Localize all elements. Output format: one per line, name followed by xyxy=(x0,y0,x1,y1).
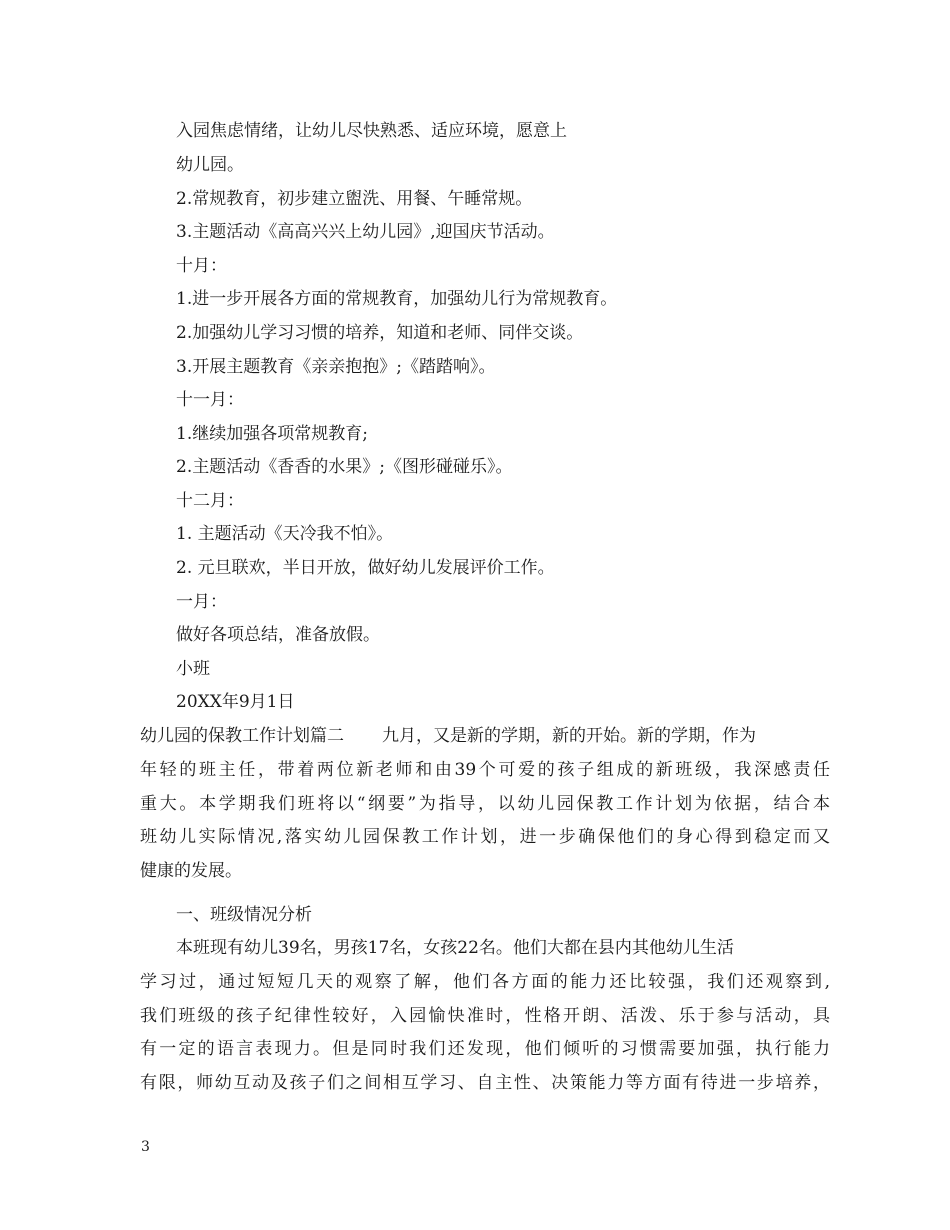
list-item: 2.加强幼儿学习习惯的培养，知道和老师、同伴交谈。 xyxy=(176,323,584,343)
text-line: 做好各项总结，准备放假。 xyxy=(176,625,380,645)
paragraph-line: 我们班级的孩子纪律性较好，入园愉快准时，性格开朗、活泼、乐于参与活动，具 xyxy=(140,1006,830,1026)
paragraph-line: 健康的发展。 xyxy=(140,861,242,881)
list-item: 1.进一步开展各方面的常规教育，加强幼儿行为常规教育。 xyxy=(176,289,618,309)
month-heading: 十一月： xyxy=(176,390,244,410)
text-line: 入园焦虑情绪，让幼儿尽快熟悉、适应环境，愿意上 xyxy=(176,121,567,141)
page-number: 3 xyxy=(141,1139,150,1155)
section-heading-line xyxy=(140,724,756,748)
list-item: 2.主题活动《香香的水果》;《图形碰碰乐》。 xyxy=(176,457,513,477)
paragraph-line: 年轻的班主任，带着两位新老师和由39个可爱的孩子组成的新班级，我深感责任 xyxy=(140,760,830,780)
section-title: 幼儿园的保教工作计划篇二 xyxy=(140,726,344,746)
list-item: 1.继续加强各项常规教育; xyxy=(176,424,368,444)
list-item: 3.主题活动《高高兴兴上幼儿园》,迎国庆节活动。 xyxy=(176,222,555,242)
subheading: 一、班级情况分析 xyxy=(176,905,312,925)
month-heading: 十二月： xyxy=(176,491,244,511)
intro-text: 九月，又是新的学期，新的开始。新的学期，作为 xyxy=(382,726,756,746)
month-heading: 一月： xyxy=(176,592,227,612)
paragraph-line: 班幼儿实际情况,落实幼儿园保教工作计划，进一步确保他们的身心得到稳定而又 xyxy=(140,827,830,847)
list-item: 2.常规教育，初步建立盥洗、用餐、午睡常规。 xyxy=(176,189,533,209)
paragraph-line: 有一定的语言表现力。但是同时我们还发现，他们倾听的习惯需要加强，执行能力 xyxy=(140,1039,830,1059)
paragraph-line: 本班现有幼儿39名，男孩17名，女孩22名。他们大都在县内其他幼儿生活 xyxy=(176,938,734,958)
signature-class: 小班 xyxy=(176,659,210,679)
signature-date: 20XX年9月1日 xyxy=(176,692,295,712)
month-heading: 十月： xyxy=(176,256,227,276)
paragraph-line: 重大。本学期我们班将以“纲要”为指导，以幼儿园保教工作计划为依据，结合本 xyxy=(140,794,830,814)
paragraph-line: 学习过，通过短短几天的观察了解，他们各方面的能力还比较强，我们还观察到, xyxy=(140,972,830,992)
list-item: 2. 元旦联欢，半日开放，做好幼儿发展评价工作。 xyxy=(176,558,555,578)
list-item: 1. 主题活动《天冷我不怕》。 xyxy=(176,524,394,544)
list-item: 3.开展主题教育《亲亲抱抱》;《踏踏响》。 xyxy=(176,357,496,377)
paragraph-line: 有限，师幼互动及孩子们之间相互学习、自主性、决策能力等方面有待进一步培养， xyxy=(140,1073,830,1093)
text-line: 幼儿园。 xyxy=(176,155,244,175)
